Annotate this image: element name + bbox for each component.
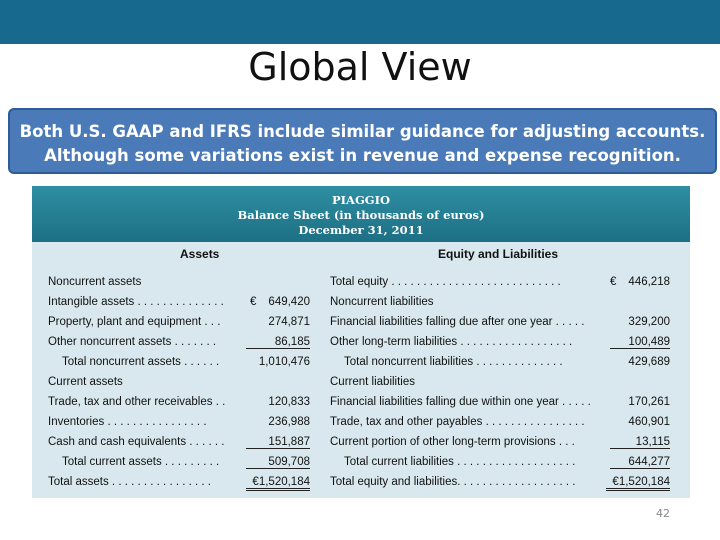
- currency-symbol: €: [250, 296, 257, 308]
- asset-value: 274,871: [268, 316, 310, 328]
- asset-value: 649,420: [268, 296, 310, 308]
- liability-row-label: Financial liabilities falling due after one year . . . . .: [330, 316, 585, 328]
- statement-name: Balance Sheet (in thousands of euros): [237, 208, 485, 222]
- asset-row-label: Current assets: [48, 376, 123, 388]
- asset-value: 236,988: [268, 416, 310, 428]
- liability-value: 446,218: [628, 276, 670, 288]
- asset-row-label: Cash and cash equivalents . . . . . .: [48, 436, 225, 448]
- liability-value: 460,901: [628, 416, 670, 428]
- assets-header: Assets: [180, 247, 220, 261]
- asset-value: 151,887: [246, 436, 310, 449]
- callout-box: Both U.S. GAAP and IFRS include similar guidance for adjusting accounts. Although some variations exist in revenue and expense recognition.: [8, 108, 717, 174]
- asset-row-label: Other noncurrent assets . . . . . . .: [48, 336, 217, 348]
- asset-value: 120,833: [268, 396, 310, 408]
- page-number: 42: [656, 507, 670, 520]
- liability-row-label: Current portion of other long-term provisions . . .: [330, 436, 575, 448]
- column-headers: [32, 242, 690, 266]
- liability-row-label: Noncurrent liabilities: [330, 296, 434, 308]
- asset-value: 509,708: [246, 456, 310, 469]
- asset-row-label: Trade, tax and other receivables . .: [48, 396, 226, 408]
- statement-date: December 31, 2011: [298, 223, 424, 237]
- liability-row-label: Total equity . . . . . . . . . . . . . . . . . . . . . . . . . . .: [330, 276, 561, 288]
- liability-row-label: Total equity and liabilities. . . . . . . . . . . . . . . . . . .: [330, 476, 576, 488]
- asset-row-label: Property, plant and equipment . . .: [48, 316, 221, 328]
- asset-row-label: Noncurrent assets: [48, 276, 142, 288]
- liability-row-label: Total noncurrent liabilities . . . . . . . . . . . . . .: [344, 356, 563, 368]
- liability-row-label: Financial liabilities falling due within one year . . . . .: [330, 396, 591, 408]
- liability-row-label: Current liabilities: [330, 376, 416, 388]
- asset-value: 1,010,476: [258, 356, 310, 368]
- liability-value: 429,689: [628, 356, 670, 368]
- asset-row-label: Total noncurrent assets . . . . . .: [62, 356, 220, 368]
- liability-row-label: Other long-term liabilities . . . . . . . . . . . . . . . . . .: [330, 336, 573, 348]
- balance-sheet-header: [32, 186, 690, 242]
- liability-value: 100,489: [610, 336, 670, 349]
- total-assets-value: €1,520,184: [246, 476, 310, 491]
- slide-title: Global View: [248, 45, 472, 89]
- asset-row-label: Total assets . . . . . . . . . . . . . . . .: [48, 476, 211, 488]
- liability-row-label: Total current liabilities . . . . . . . . . . . . . . . . . . .: [344, 456, 576, 468]
- liability-value: 170,261: [628, 396, 670, 408]
- total-equity-liabilities-value: €1,520,184: [606, 476, 670, 491]
- liability-value: 329,200: [628, 316, 670, 328]
- liability-value: 644,277: [610, 456, 670, 469]
- slide-header-bar: [0, 0, 720, 44]
- asset-row-label: Total current assets . . . . . . . . .: [62, 456, 220, 468]
- company-name: PIAGGIO: [332, 193, 390, 207]
- currency-symbol: €: [610, 276, 617, 288]
- equity-liabilities-header: Equity and Liabilities: [438, 247, 559, 261]
- liability-row-label: Trade, tax and other payables . . . . . . . . . . . . . . . .: [330, 416, 585, 428]
- balance-sheet: [32, 186, 690, 498]
- asset-row-label: Inventories . . . . . . . . . . . . . . . .: [48, 416, 207, 428]
- asset-row-label: Intangible assets . . . . . . . . . . . . . .: [48, 296, 224, 308]
- asset-value: 86,185: [246, 336, 310, 349]
- liability-value: 13,115: [610, 436, 670, 449]
